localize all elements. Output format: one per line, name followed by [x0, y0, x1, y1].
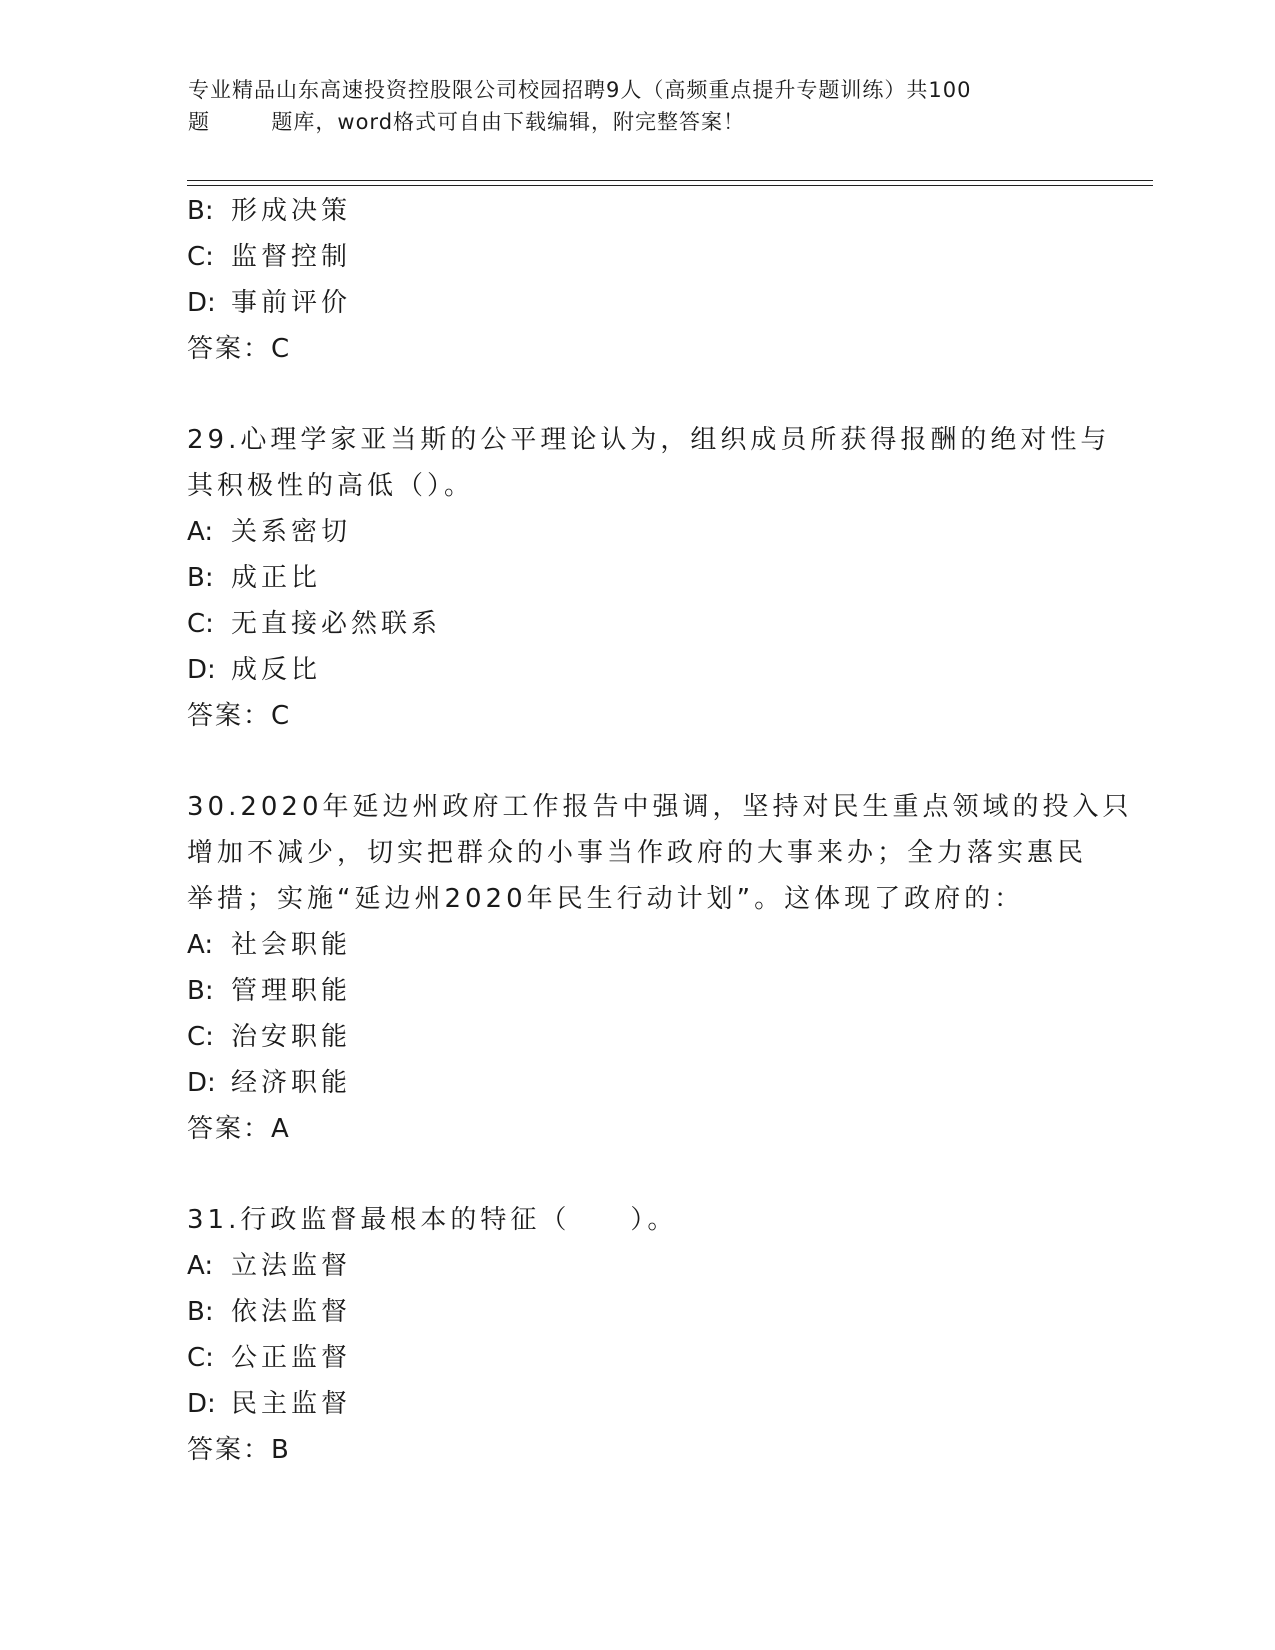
- option-text: 经济职能: [231, 1068, 352, 1098]
- header-title-line-2: 题 题库，word格式可自由下载编辑，附完整答案！: [188, 110, 746, 134]
- option-letter: B:: [187, 196, 214, 226]
- option-text: 立法监督: [231, 1251, 352, 1281]
- option-a: [187, 509, 1087, 555]
- answer-line: 答案：C: [187, 334, 292, 364]
- header-title-line-1: 专业精品山东高速投资控股限公司校园招聘9人（高频重点提升专题训练）共100: [188, 78, 972, 102]
- question-text-line: 增加不减少，切实把群众的小事当作政府的大事来办；全力落实惠民: [187, 838, 1088, 868]
- question-30: [187, 784, 1133, 1152]
- question-text-line: 30.2020年延边州政府工作报告中强调，坚持对民生重点领域的投入只: [187, 792, 1133, 822]
- option-c: [187, 1335, 1087, 1381]
- option-text: 关系密切: [231, 517, 352, 547]
- option-b: [187, 968, 1087, 1014]
- question-31: [187, 1197, 1087, 1473]
- option-text: 成反比: [231, 655, 322, 685]
- option-letter: B:: [187, 1297, 214, 1327]
- answer-line: 答案：C: [187, 701, 292, 731]
- option-letter: C:: [187, 609, 214, 639]
- option-text: 管理职能: [231, 976, 352, 1006]
- option-b: [187, 1289, 1087, 1335]
- option-letter: C:: [187, 1022, 214, 1052]
- question-text-line: 举措；实施“延边州2020年民生行动计划”。这体现了政府的：: [187, 884, 1025, 914]
- header-divider-bottom: [187, 185, 1153, 186]
- option-b: [187, 555, 1087, 601]
- option-text: 监督控制: [231, 242, 352, 272]
- option-d: [187, 280, 1087, 326]
- question-list: [187, 188, 1133, 1473]
- option-d: [187, 1060, 1087, 1106]
- option-letter: C:: [187, 242, 214, 272]
- option-a: [187, 1243, 1087, 1289]
- option-b: [187, 188, 1087, 234]
- option-text: 无直接必然联系: [231, 609, 442, 639]
- option-c: [187, 1014, 1087, 1060]
- option-letter: B:: [187, 976, 214, 1006]
- option-letter: D:: [187, 1068, 216, 1098]
- option-text: 社会职能: [231, 930, 352, 960]
- question-text-line: 其积极性的高低（）。: [187, 471, 475, 501]
- header-divider-top: [187, 180, 1153, 181]
- option-a: [187, 922, 1087, 968]
- option-letter: A:: [187, 517, 214, 547]
- option-text: 治安职能: [231, 1022, 352, 1052]
- option-text: 依法监督: [231, 1297, 352, 1327]
- answer-line: 答案：B: [187, 1435, 291, 1465]
- option-text: 成正比: [231, 563, 322, 593]
- option-text: 形成决策: [231, 196, 352, 226]
- option-letter: A:: [187, 1251, 214, 1281]
- answer-line: 答案：A: [187, 1114, 291, 1144]
- question-text-line: 31.行政监督最根本的特征（ ）。: [187, 1205, 678, 1235]
- question-28-continued: [187, 188, 1087, 372]
- option-d: [187, 647, 1087, 693]
- question-text-line: 29.心理学家亚当斯的公平理论认为，组织成员所获得报酬的绝对性与: [187, 425, 1111, 455]
- question-29: [187, 417, 1111, 739]
- option-d: [187, 1381, 1087, 1427]
- option-letter: D:: [187, 655, 216, 685]
- option-text: 民主监督: [231, 1389, 352, 1419]
- option-text: 事前评价: [231, 288, 352, 318]
- option-letter: D:: [187, 288, 216, 318]
- option-text: 公正监督: [231, 1343, 352, 1373]
- option-letter: A:: [187, 930, 214, 960]
- page-header: [188, 74, 1088, 138]
- option-c: [187, 601, 1087, 647]
- option-letter: D:: [187, 1389, 216, 1419]
- option-letter: C:: [187, 1343, 214, 1373]
- option-c: [187, 234, 1087, 280]
- option-letter: B:: [187, 563, 214, 593]
